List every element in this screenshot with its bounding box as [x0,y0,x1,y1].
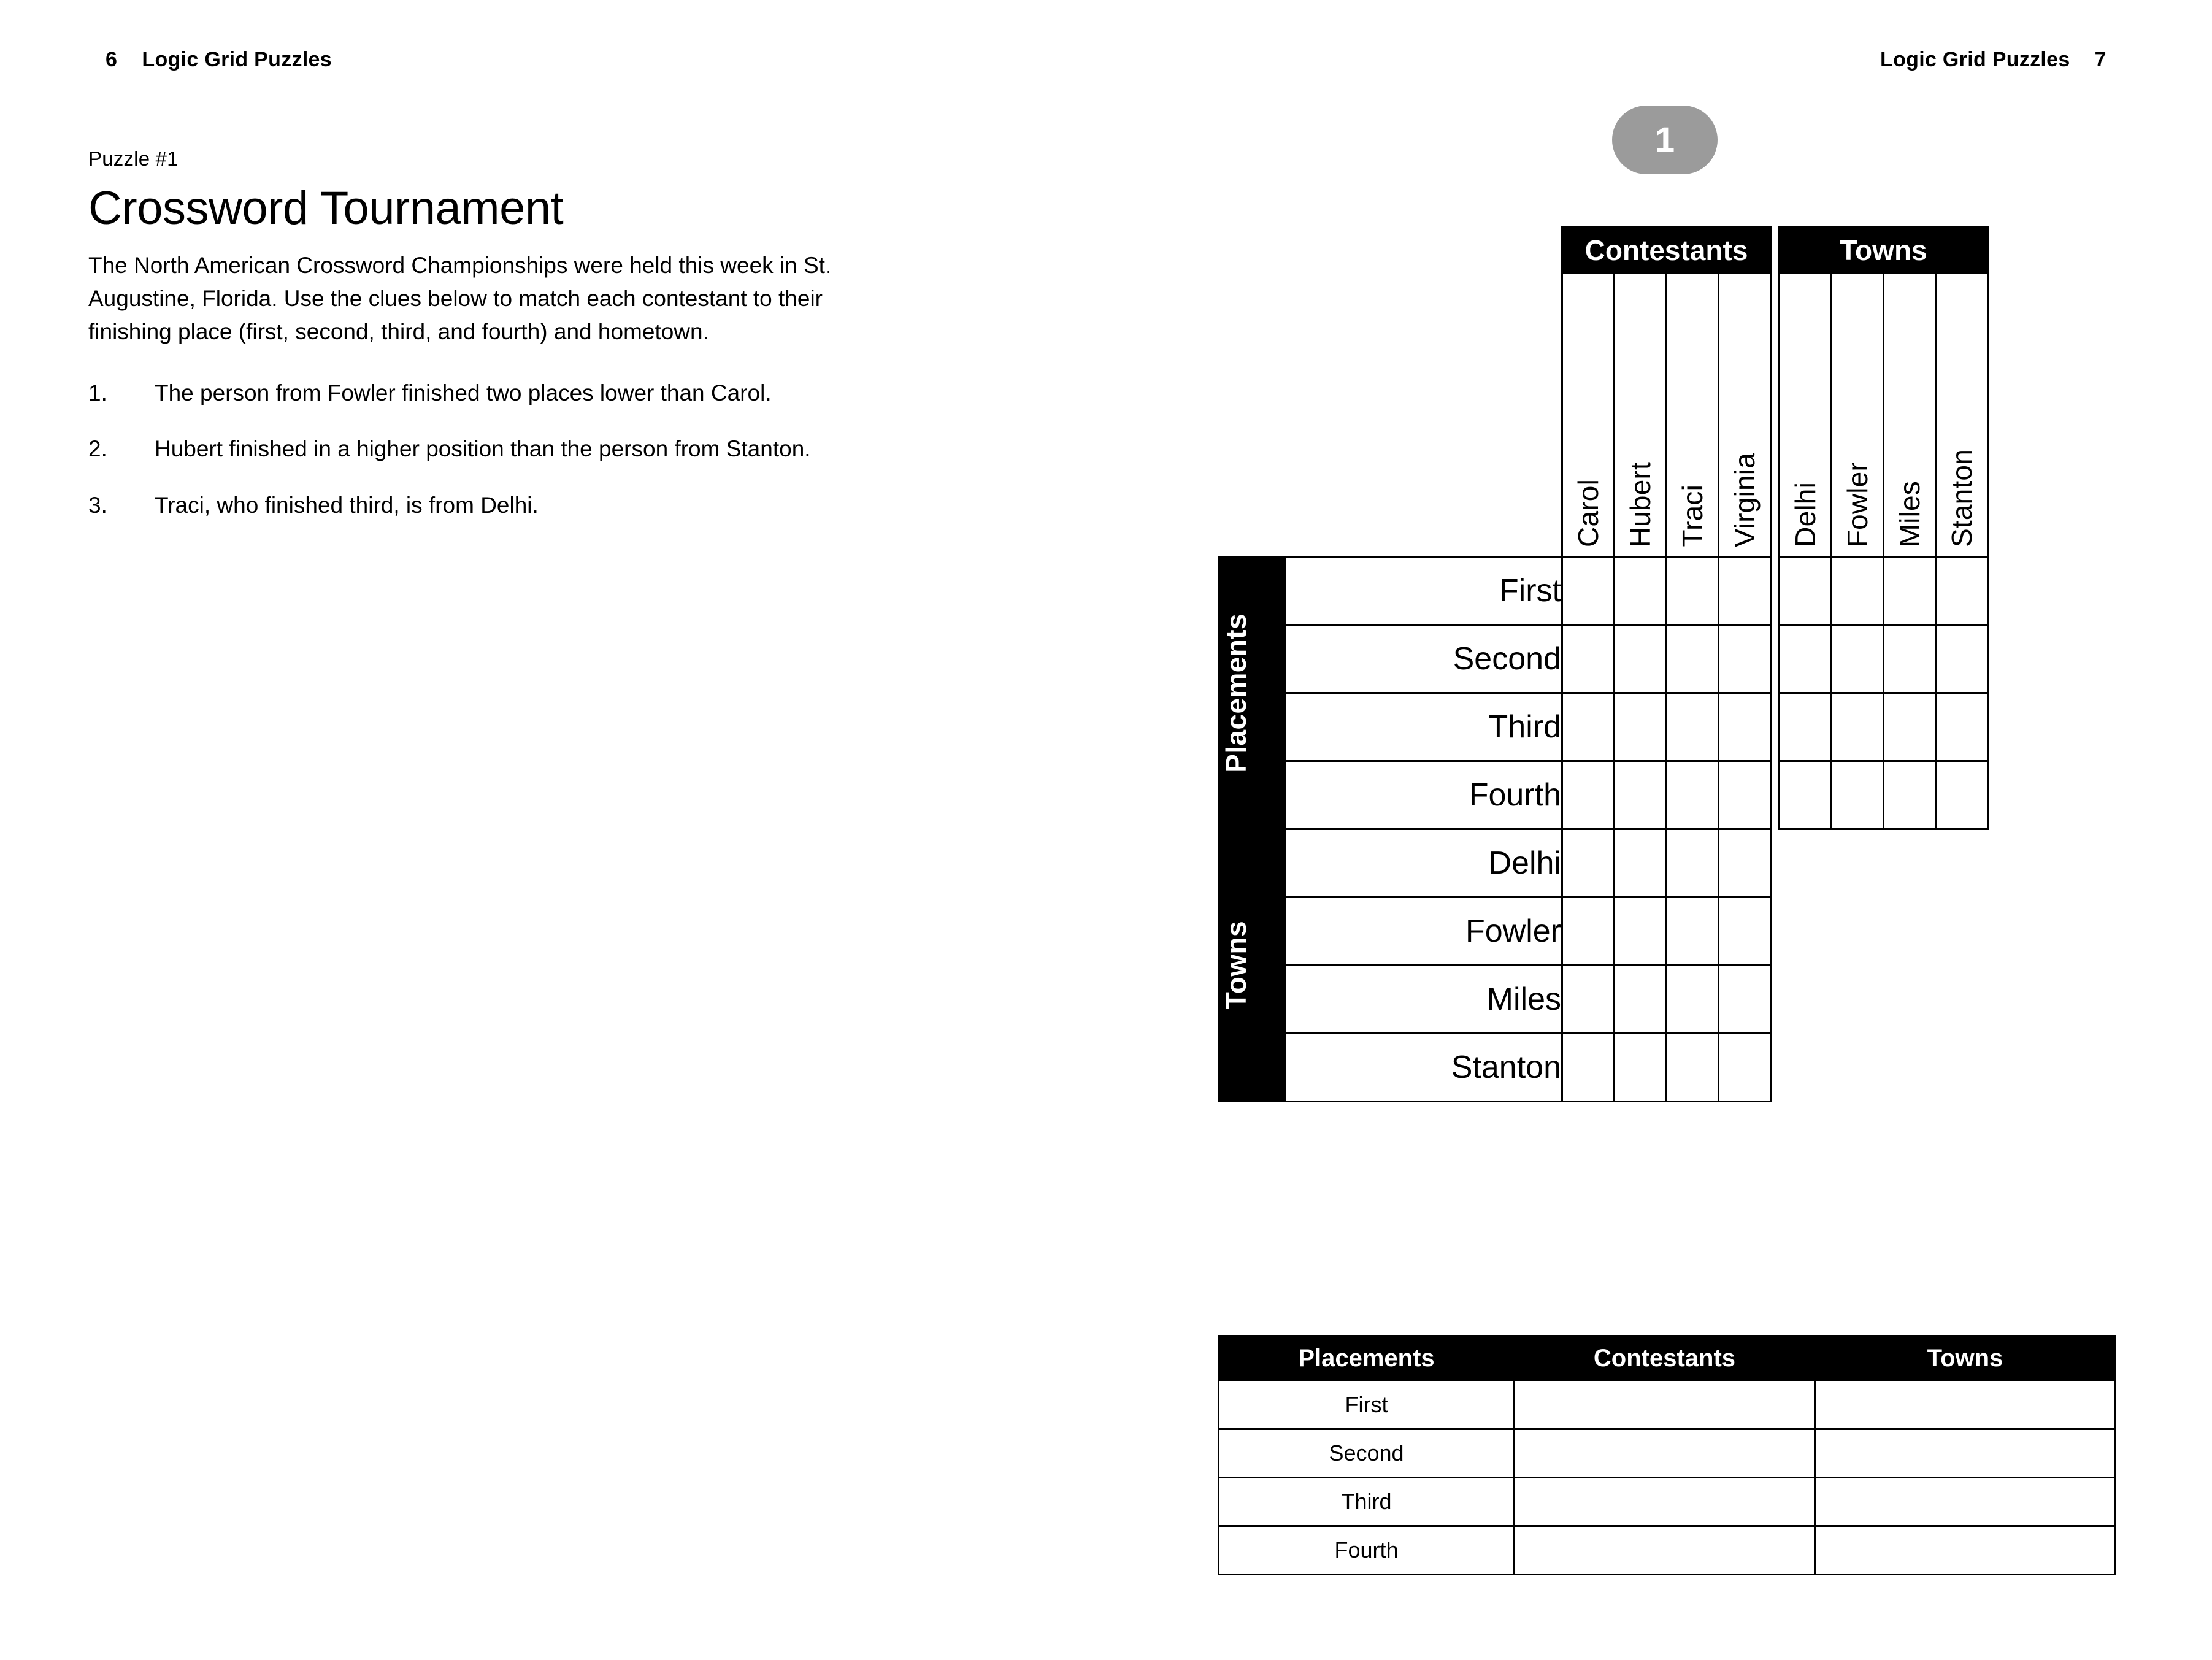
grid-cell[interactable] [1615,897,1667,966]
answer-town-field[interactable] [1815,1478,2116,1526]
grid-cell[interactable] [1562,1034,1615,1102]
grid-cell[interactable] [1780,761,1832,829]
grid-cell[interactable] [1719,625,1771,693]
grid-vertical-header-row [1219,274,1988,557]
grid-group-header-row [1219,227,1988,274]
grid-gap [1771,1034,1780,1102]
grid-cell[interactable] [1615,829,1667,897]
grid-cell[interactable] [1667,761,1719,829]
grid-cell[interactable] [1884,693,1936,761]
grid-cell[interactable] [1615,761,1667,829]
table-row [1219,1429,2116,1478]
grid-blank [1780,966,1832,1034]
grid-cell[interactable] [1615,966,1667,1034]
grid-cell[interactable] [1719,557,1771,625]
puzzle-intro: The North American Crossword Championships were held this week in St. Augustine, Florida. Use the clues below to match each contestant to their finishing place (first, second, third, and fourth) and hometown. [88,252,832,344]
grid-cell[interactable] [1615,625,1667,693]
page-header [0,48,2212,85]
clue-text: Hubert finished in a higher position than the person from Stanton. [155,436,811,462]
grid-cell[interactable] [1780,557,1832,625]
grid-corner-blank [1219,227,1285,274]
grid-gap [1771,274,1780,557]
spine-label-placements: Placements [1219,557,1285,829]
grid-cell[interactable] [1562,829,1615,897]
answer-placement-first: First [1219,1381,1515,1429]
grid-cell[interactable] [1615,1034,1667,1102]
grid-gap [1771,966,1780,1034]
grid-cell[interactable] [1667,557,1719,625]
answer-contestant-field[interactable] [1515,1526,1815,1575]
column-header-stanton [1936,274,1988,557]
grid-cell[interactable] [1667,1034,1719,1102]
header-right [1880,48,2106,72]
answer-town-field[interactable] [1815,1429,2116,1478]
grid-cell[interactable] [1719,693,1771,761]
row-header-miles: Miles [1285,966,1562,1034]
puzzle-label: Puzzle #1 [88,147,179,170]
grid-cell[interactable] [1832,693,1884,761]
grid-cell[interactable] [1562,625,1615,693]
grid-cell[interactable] [1667,966,1719,1034]
grid-cell[interactable] [1832,625,1884,693]
left-page-number: 6 [106,48,118,71]
column-header-label: Fowler [1841,461,1873,547]
row-header-first: First [1285,557,1562,625]
list-item [88,377,886,410]
clue-list [88,377,886,522]
grid-gap [1771,227,1780,274]
grid-cell[interactable] [1719,897,1771,966]
answer-placement-third: Third [1219,1478,1515,1526]
grid-blank [1832,1034,1884,1102]
grid-blank [1832,829,1884,897]
answer-table [1218,1335,2116,1575]
column-header-label: Delhi [1789,482,1821,547]
row-header-fourth: Fourth [1285,761,1562,829]
answer-table-element [1218,1335,2116,1575]
table-row [1219,897,1988,966]
grid-cell[interactable] [1562,693,1615,761]
grid-cell[interactable] [1719,761,1771,829]
answer-placement-fourth: Fourth [1219,1526,1515,1575]
grid-blank [1884,966,1936,1034]
table-row [1219,966,1988,1034]
grid-cell[interactable] [1562,897,1615,966]
column-header-label: Miles [1894,480,1926,547]
puzzle-text-column [88,147,886,545]
grid-blank [1936,1034,1988,1102]
clue-number: 1. [88,380,107,405]
grid-blank [1832,966,1884,1034]
grid-cell[interactable] [1832,761,1884,829]
row-header-fowler: Fowler [1285,897,1562,966]
grid-cell[interactable] [1615,693,1667,761]
clue-number: 3. [88,493,107,518]
left-running-title: Logic Grid Puzzles [142,48,332,71]
group-header-contestants: Contestants [1562,227,1771,274]
grid-blank [1832,897,1884,966]
grid-blank [1780,829,1832,897]
table-row [1219,829,1988,897]
grid-corner-blank [1219,274,1285,557]
answer-placement-second: Second [1219,1429,1515,1478]
clue-text: Traci, who finished third, is from Delhi. [155,493,539,518]
grid-gap [1771,829,1780,897]
grid-cell[interactable] [1780,625,1832,693]
row-header-delhi: Delhi [1285,829,1562,897]
grid-cell[interactable] [1719,1034,1771,1102]
grid-blank [1884,1034,1936,1102]
right-page-number: 7 [2094,48,2106,71]
grid-corner-blank [1285,227,1562,274]
table-row [1219,1526,2116,1575]
table-row [1219,1381,2116,1429]
grid-gap [1771,761,1780,829]
list-item [88,489,886,522]
grid-blank [1936,829,1988,897]
column-header-traci [1667,274,1719,557]
grid-cell[interactable] [1667,897,1719,966]
column-header-label: Stanton [1946,449,1978,547]
right-running-title: Logic Grid Puzzles [1880,48,2070,71]
grid-cell[interactable] [1562,966,1615,1034]
page-title: Crossword Tournament [88,182,564,234]
table-row [1219,557,1988,625]
grid-cell[interactable] [1615,557,1667,625]
table-row [1219,761,1988,829]
group-header-towns: Towns [1780,227,1988,274]
logic-grid-table [1218,226,1989,1102]
column-header-carol [1562,274,1615,557]
grid-corner-blank [1285,274,1562,557]
column-header-hubert [1615,274,1667,557]
grid-cell[interactable] [1936,693,1988,761]
grid-gap [1771,557,1780,625]
grid-cell[interactable] [1780,693,1832,761]
grid-cell[interactable] [1562,557,1615,625]
grid-cell[interactable] [1832,557,1884,625]
answer-col-contestants: Contestants [1515,1336,1815,1381]
grid-cell[interactable] [1719,966,1771,1034]
table-row [1219,693,1988,761]
grid-cell[interactable] [1884,625,1936,693]
grid-cell[interactable] [1936,761,1988,829]
spine-label-towns: Towns [1219,829,1285,1102]
column-header-label: Virginia [1729,452,1761,547]
column-header-delhi [1780,274,1832,557]
row-header-third: Third [1285,693,1562,761]
grid-blank [1884,897,1936,966]
grid-cell[interactable] [1719,829,1771,897]
list-item [88,432,886,466]
column-header-label: Carol [1572,479,1604,547]
grid-blank [1936,897,1988,966]
grid-cell[interactable] [1884,761,1936,829]
answer-header-row [1219,1336,2116,1381]
grid-blank [1884,829,1936,897]
grid-cell[interactable] [1936,557,1988,625]
grid-cell[interactable] [1936,625,1988,693]
grid-blank [1780,1034,1832,1102]
grid-blank [1936,966,1988,1034]
answer-town-field[interactable] [1815,1526,2116,1575]
logic-grid [1218,226,1989,1102]
grid-blank [1780,897,1832,966]
answer-contestant-field[interactable] [1515,1478,1815,1526]
puzzle-number-badge: 1 [1612,106,1718,174]
column-header-miles [1884,274,1936,557]
table-row [1219,1478,2116,1526]
answer-contestant-field[interactable] [1515,1381,1815,1429]
grid-gap [1771,693,1780,761]
column-header-label: Hubert [1624,461,1656,547]
grid-cell[interactable] [1667,693,1719,761]
row-header-stanton: Stanton [1285,1034,1562,1102]
grid-cell[interactable] [1884,557,1936,625]
grid-cell[interactable] [1667,625,1719,693]
grid-gap [1771,625,1780,693]
column-header-virginia [1719,274,1771,557]
grid-gap [1771,897,1780,966]
grid-cell[interactable] [1667,829,1719,897]
clue-number: 2. [88,436,107,462]
answer-contestant-field[interactable] [1515,1429,1815,1478]
answer-town-field[interactable] [1815,1381,2116,1429]
grid-cell[interactable] [1562,761,1615,829]
table-row [1219,625,1988,693]
column-header-fowler [1832,274,1884,557]
answer-col-placements: Placements [1219,1336,1515,1381]
row-header-second: Second [1285,625,1562,693]
table-row [1219,1034,1988,1102]
clue-text: The person from Fowler finished two places lower than Carol. [155,380,772,405]
header-left [106,48,332,72]
column-header-label: Traci [1676,485,1708,547]
answer-col-towns: Towns [1815,1336,2116,1381]
